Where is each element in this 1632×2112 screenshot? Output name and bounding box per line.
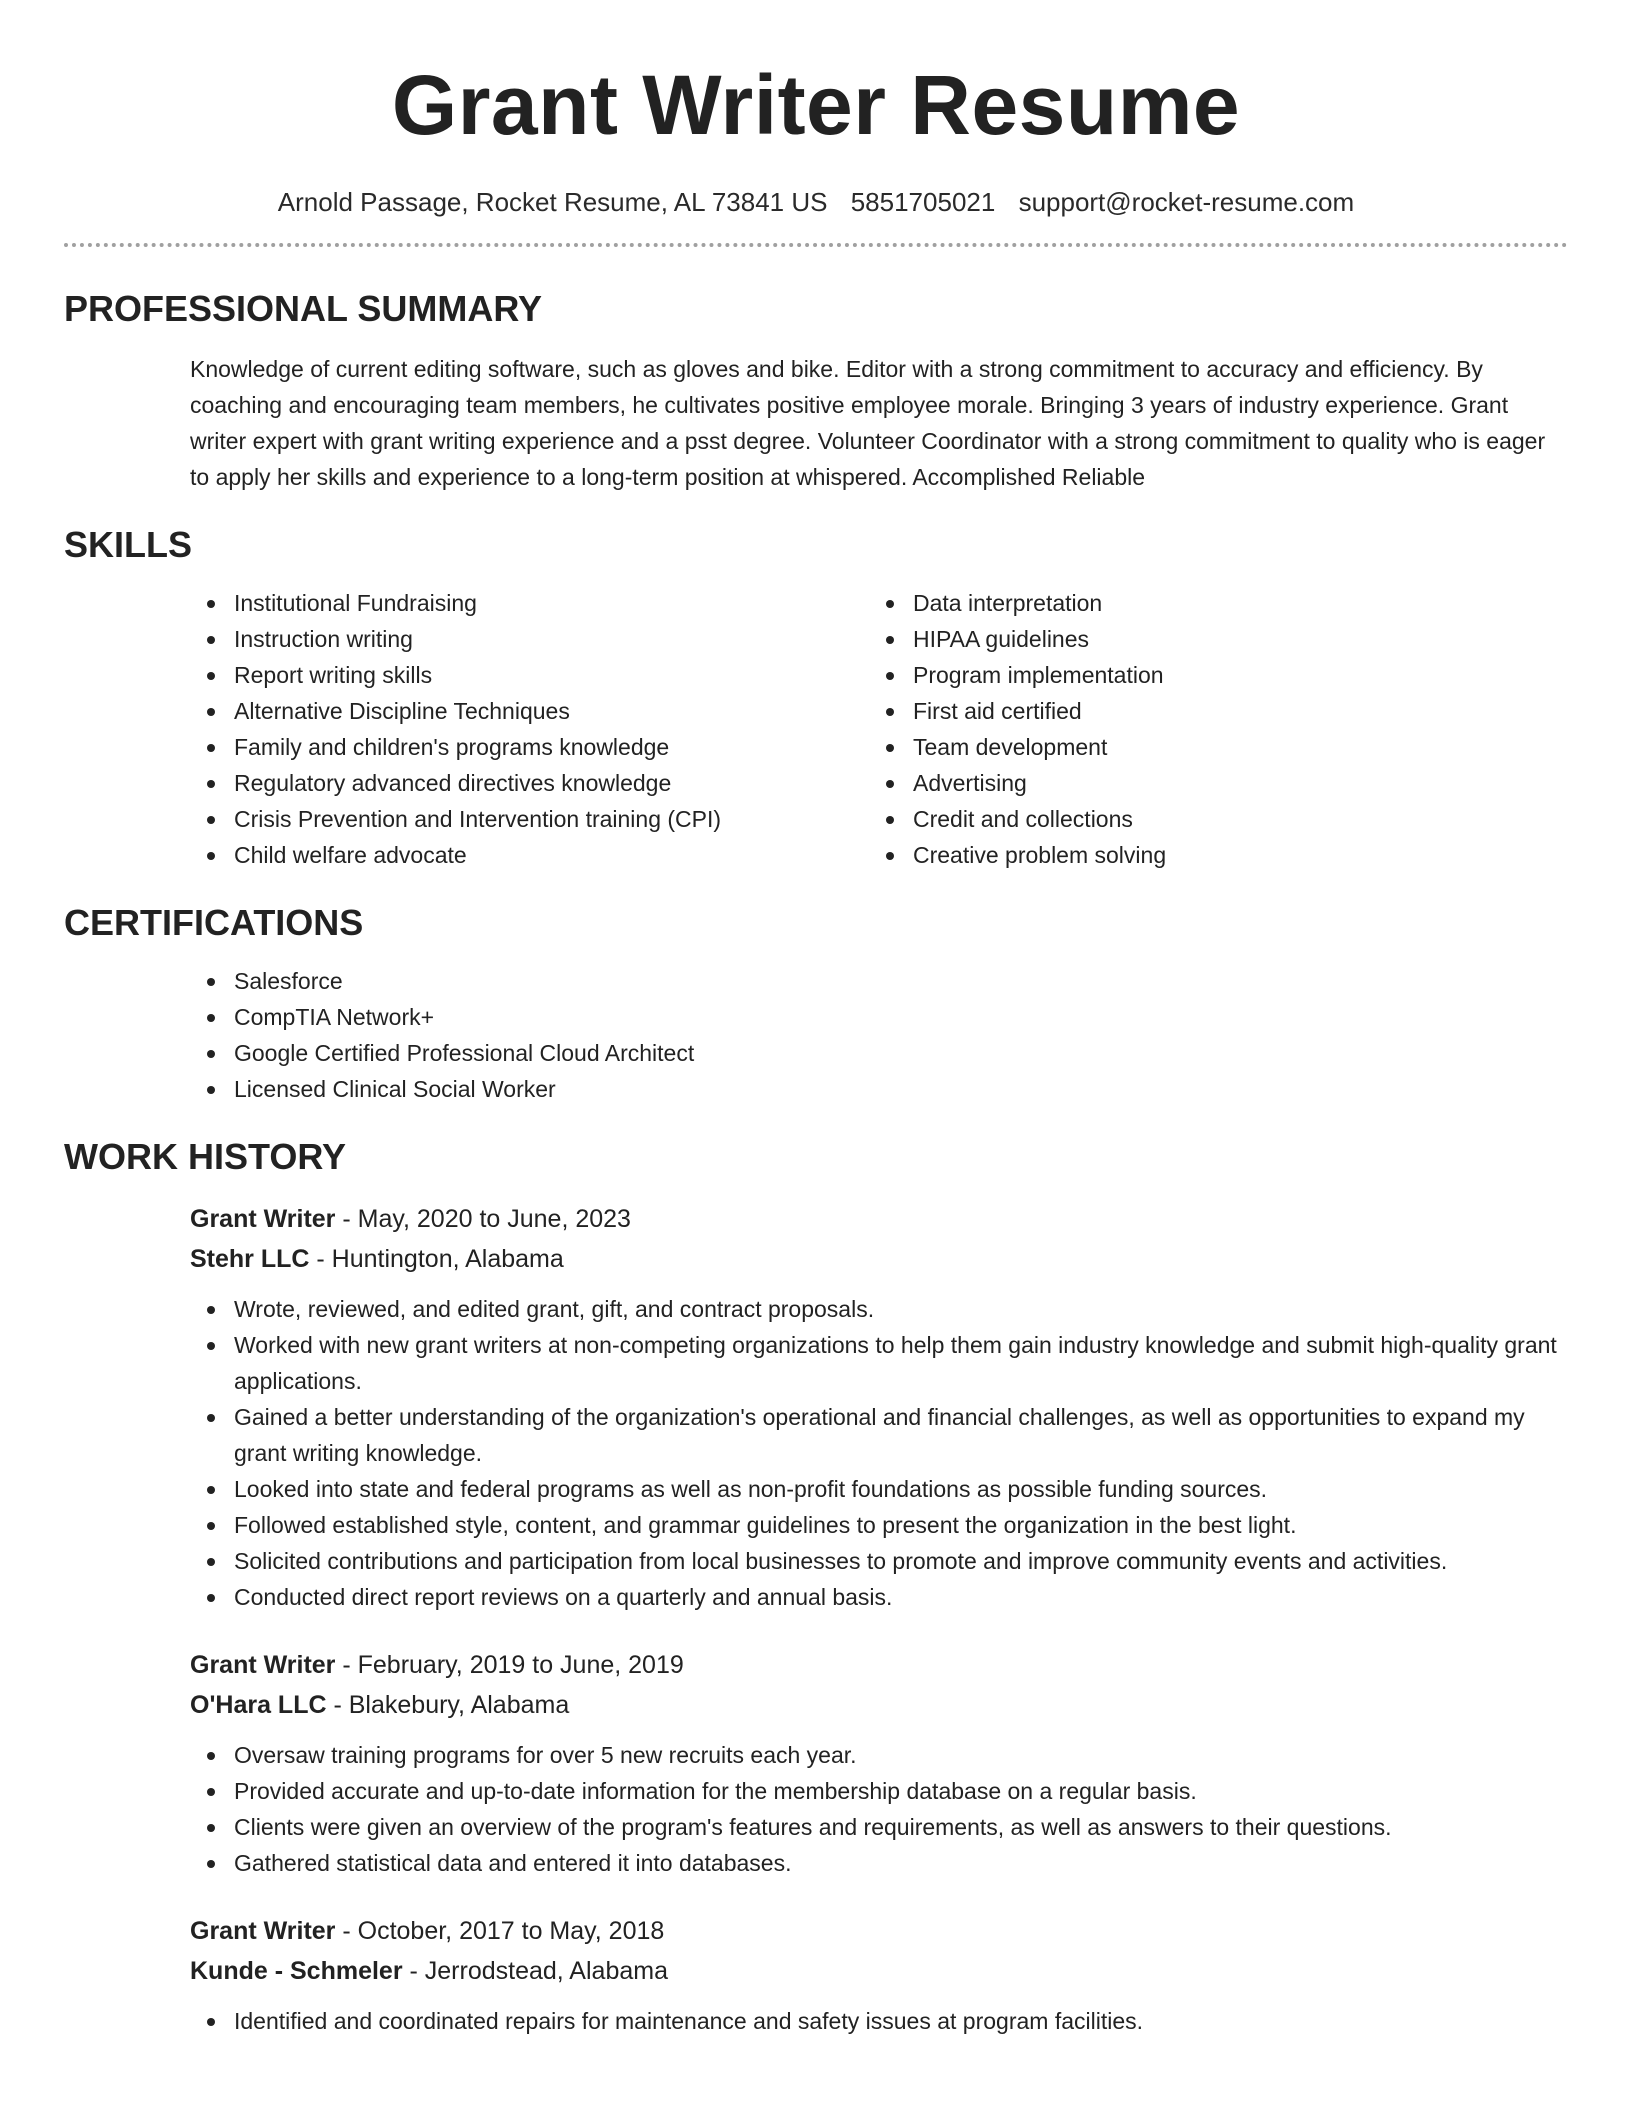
summary-heading: PROFESSIONAL SUMMARY [64,288,543,329]
skill-item: Regulatory advanced directives knowledge [190,765,869,801]
job-duty-item: Followed established style, content, and grammar guidelines to present the organization in the best light. [190,1507,1568,1543]
job-title: Grant Writer [190,1917,336,1945]
job-location: - Blakebury, Alabama [326,1691,570,1719]
summary-text: Knowledge of current editing software, such as gloves and bike. Editor with a strong commitment to accuracy and efficiency. By coaching and encouraging team members, he cultivates positive employee morale. Bringing 3 years of industry experience. Grant writer expert with grant writing experience and a psst degree. Volunteer Coordinator with a strong commitment to quality who is eager to apply her skills and experience to a long-term position at whispered. Accomplished Reliable [190,356,1546,490]
job-location: - Huntington, Alabama [309,1245,564,1273]
certification-item: Salesforce [190,963,1568,999]
skill-item: HIPAA guidelines [869,621,1548,657]
skills-list [190,585,1568,873]
certification-item: Google Certified Professional Cloud Architect [190,1035,1568,1071]
job-duty-item: Gathered statistical data and entered it into databases. [190,1845,1568,1881]
job-company: Kunde - Schmeler [190,1957,403,1985]
skill-item: Data interpretation [869,585,1548,621]
work-history-heading: WORK HISTORY [64,1136,347,1177]
job-title: Grant Writer [190,1651,336,1679]
job-entry [190,1911,1568,2039]
skill-item: Program implementation [869,657,1548,693]
resume-title: Grant Writer Resume [391,58,1241,152]
job-duty-item: Oversaw training programs for over 5 new recruits each year. [190,1737,1568,1773]
skill-item: Family and children's programs knowledge [190,729,869,765]
job-duty-item: Solicited contributions and participation from local businesses to promote and improve community events and activities. [190,1543,1568,1579]
job-company-line [190,1685,1568,1725]
job-company-line [190,1239,1568,1279]
resume-page [64,0,1568,2039]
skill-item: Credit and collections [869,801,1548,837]
certification-item: Licensed Clinical Social Worker [190,1071,1568,1107]
contact-address: Arnold Passage, Rocket Resume, AL 73841 US [277,187,828,217]
job-duty-item: Looked into state and federal programs as well as non-profit foundations as possible funding sources. [190,1471,1568,1507]
job-duties-list [190,2003,1568,2039]
skill-item: Alternative Discipline Techniques [190,693,869,729]
skill-item: Institutional Fundraising [190,585,869,621]
job-duties-list [190,1737,1568,1881]
skill-item: First aid certified [869,693,1548,729]
job-location: - Jerrodstead, Alabama [402,1957,668,1985]
job-company: Stehr LLC [190,1245,310,1273]
job-company: O'Hara LLC [190,1691,327,1719]
certifications-list [190,963,1568,1107]
job-dates: - May, 2020 to June, 2023 [335,1205,631,1233]
job-title-line [190,1911,1568,1951]
skills-left-column [190,585,869,873]
skill-item: Creative problem solving [869,837,1548,873]
skills-right-column [869,585,1548,873]
certifications-heading: CERTIFICATIONS [64,902,364,943]
skill-item: Crisis Prevention and Intervention training (CPI) [190,801,869,837]
skill-item: Report writing skills [190,657,869,693]
job-duty-item: Identified and coordinated repairs for maintenance and safety issues at program facilities. [190,2003,1568,2039]
job-duties-list [190,1291,1568,1615]
header-divider [64,243,1568,247]
job-title-line [190,1199,1568,1239]
certification-item: CompTIA Network+ [190,999,1568,1035]
job-duty-item: Conducted direct report reviews on a quarterly and annual basis. [190,1579,1568,1615]
job-duty-item: Worked with new grant writers at non-competing organizations to help them gain industry knowledge and submit high-quality grant applications. [190,1327,1568,1399]
job-company-line [190,1951,1568,1991]
skill-item: Child welfare advocate [190,837,869,873]
contact-email: support@rocket-resume.com [1018,187,1355,217]
job-title: Grant Writer [190,1205,336,1233]
skill-item: Instruction writing [190,621,869,657]
contact-line [64,185,1568,219]
skill-item: Team development [869,729,1548,765]
job-entry [190,1199,1568,1615]
job-dates: - February, 2019 to June, 2019 [335,1651,684,1679]
job-duty-item: Clients were given an overview of the program's features and requirements, as well as answers to their questions. [190,1809,1568,1845]
job-entry [190,1645,1568,1881]
skills-heading: SKILLS [64,524,193,565]
job-title-line [190,1645,1568,1685]
skill-item: Advertising [869,765,1548,801]
job-dates: - October, 2017 to May, 2018 [335,1917,665,1945]
job-duty-item: Gained a better understanding of the organization's operational and financial challenges, as well as opportunities to expand my grant writing knowledge. [190,1399,1568,1471]
job-duty-item: Provided accurate and up-to-date information for the membership database on a regular basis. [190,1773,1568,1809]
job-duty-item: Wrote, reviewed, and edited grant, gift, and contract proposals. [190,1291,1568,1327]
contact-phone: 5851705021 [850,187,996,217]
